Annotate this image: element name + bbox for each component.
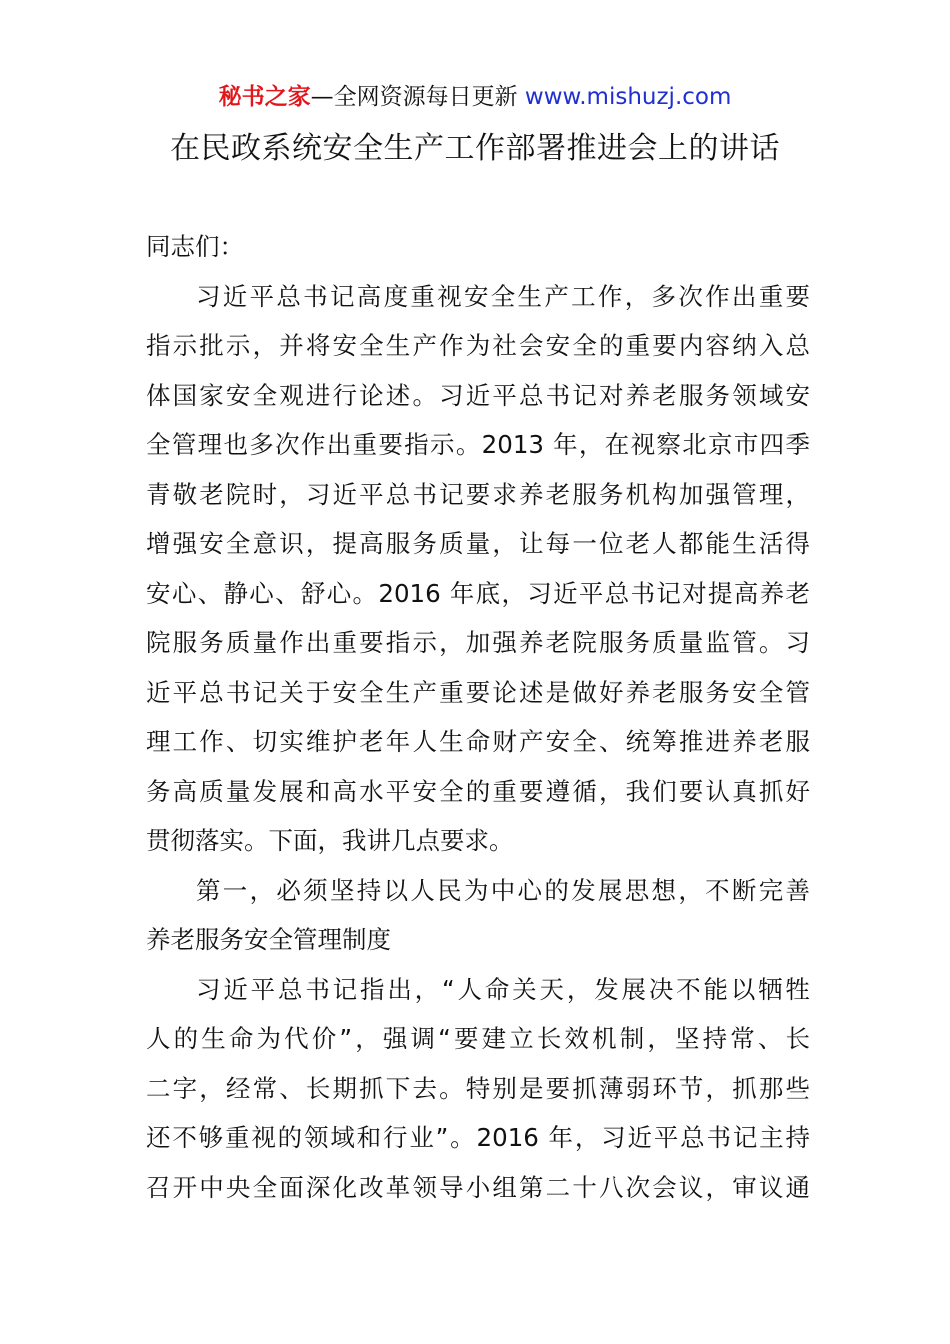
paragraph-line: 青敬老院时，习近平总书记要求养老服务机构加强管理， bbox=[146, 479, 810, 509]
paragraph-line: 务高质量发展和高水平安全的重要遵循，我们要认真抓好 bbox=[146, 776, 810, 806]
document-body bbox=[146, 222, 810, 1212]
paragraph-line: 全管理也多次作出重要指示。2013 年，在视察北京市四季 bbox=[146, 430, 810, 459]
site-url-link[interactable]: www.mishuzj.com bbox=[524, 84, 732, 110]
paragraph-line: 增强安全意识，提高服务质量，让每一位老人都能生活得 bbox=[146, 529, 810, 558]
site-name: 秘书之家 bbox=[218, 84, 311, 110]
salutation: 同志们： bbox=[146, 232, 244, 261]
section-heading-line: 第一，必须坚持以人民为中心的发展思想，不断完善 bbox=[196, 875, 810, 905]
paragraph-line: 贯彻落实。下面，我讲几点要求。 bbox=[146, 826, 514, 855]
paragraph-line: 安心、静心、舒心。2016 年底，习近平总书记对提高养老 bbox=[146, 578, 810, 608]
paragraph-line: 理工作、切实维护老年人生命财产安全、统筹推进养老服 bbox=[146, 727, 810, 756]
paragraph-line: 习近平总书记指出，“人命关天，发展决不能以牺牲 bbox=[196, 974, 810, 1004]
paragraph-line: 院服务质量作出重要指示，加强养老院服务质量监管。习 bbox=[146, 628, 810, 657]
paragraph-line: 近平总书记关于安全生产重要论述是做好养老服务安全管 bbox=[146, 677, 810, 707]
document-title: 在民政系统安全生产工作部署推进会上的讲话 bbox=[170, 131, 780, 166]
paragraph-line: 指示批示，并将安全生产作为社会安全的重要内容纳入总 bbox=[146, 331, 810, 360]
site-header bbox=[0, 80, 950, 114]
paragraph-line: 习近平总书记高度重视安全生产工作，多次作出重要 bbox=[196, 281, 810, 311]
paragraph-line: 二字，经常、长期抓下去。特别是要抓薄弱环节，抓那些 bbox=[146, 1073, 810, 1103]
section-heading-line: 养老服务安全管理制度 bbox=[146, 925, 391, 954]
paragraph-line: 体国家安全观进行论述。习近平总书记对养老服务领域安 bbox=[146, 380, 810, 410]
paragraph-line: 还不够重视的领域和行业”。2016 年，习近平总书记主持 bbox=[146, 1123, 810, 1152]
paragraph-line: 人的生命为代价”，强调“要建立长效机制，坚持常、长 bbox=[146, 1024, 810, 1053]
paragraph-line: 召开中央全面深化改革领导小组第二十八次会议，审议通 bbox=[146, 1172, 810, 1202]
site-tagline: —全网资源每日更新 bbox=[310, 84, 525, 110]
